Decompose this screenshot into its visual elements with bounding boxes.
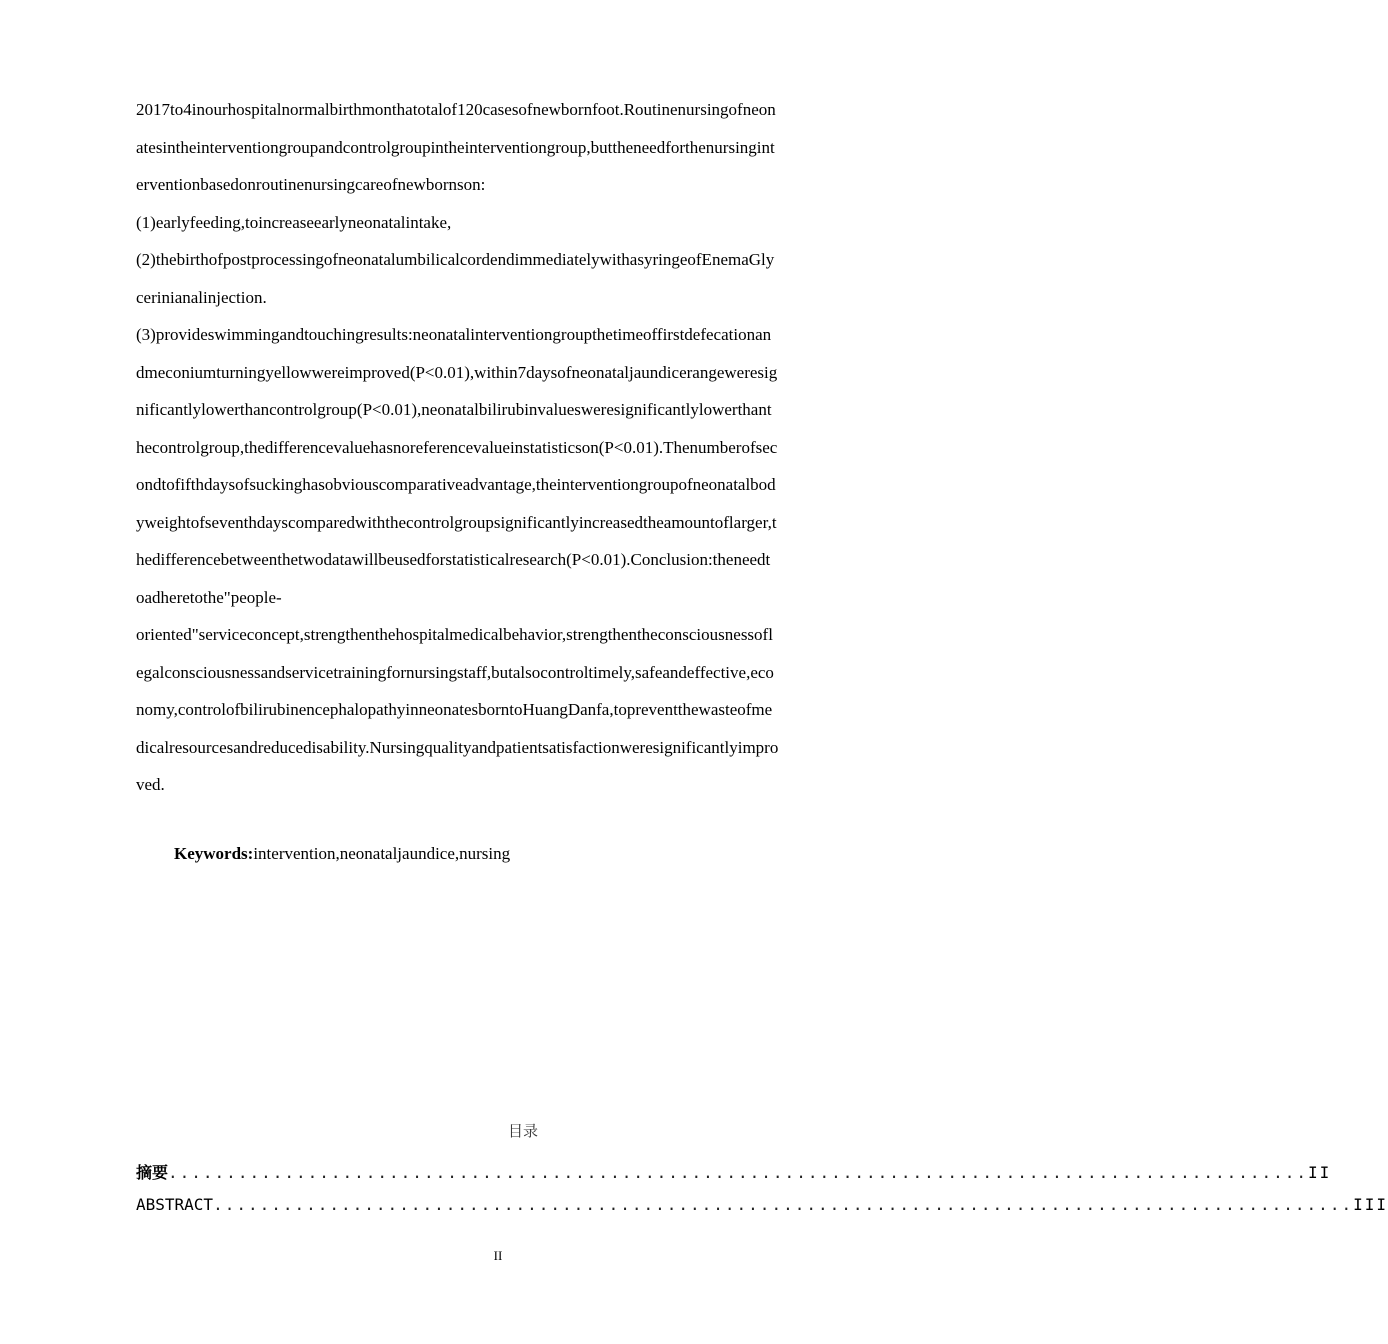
abstract-line: yweightofseventhdayscomparedwiththecontrolgroupsignificantlyincreasedtheamountoflarger,t <box>136 512 777 532</box>
toc-entry-abstract-en[interactable] <box>136 1195 1388 1230</box>
toc-entry-page: II <box>1308 1163 1332 1182</box>
toc-leader-dots: .................................................................................................. <box>213 1195 1354 1214</box>
abstract-line: nomy,controlofbilirubinencephalopathyinneonatesborntoHuangDanfa,topreventthewasteofme <box>136 700 773 719</box>
keywords-value: intervention,neonataljaundice,nursing <box>253 844 511 863</box>
abstract-line: erventionbasedonroutinenursingcareofnewbornson: <box>136 175 486 194</box>
toc-title: 目录 <box>507 1122 538 1140</box>
abstract-body <box>136 98 860 811</box>
toc-leader-dots: .................................................................................................. <box>168 1163 1309 1182</box>
toc-entry-page: III <box>1353 1195 1388 1214</box>
abstract-line: dmeconiumturningyellowwereimproved(P<0.01),within7daysofneonataljaundicerangeweresig <box>136 362 778 382</box>
abstract-line: cerinianalinjection. <box>136 287 267 307</box>
toc-entry-title: 摘要 <box>136 1163 169 1182</box>
abstract-line: oadheretothe"people- <box>136 587 282 607</box>
abstract-line: nificantlylowerthancontrolgroup(P<0.01),neonatalbilirubinvaluesweresignificantlylowerthant <box>136 400 772 419</box>
abstract-line: atesintheinterventiongroupandcontrolgroupintheinterventiongroup,buttheneedforthenursingint <box>136 137 775 157</box>
abstract-line: hedifferencebetweenthetwodatawillbeusedforstatisticalresearch(P<0.01).Conclusion:theneedt <box>136 550 771 569</box>
toc-entry-title: ABSTRACT <box>136 1195 214 1214</box>
abstract-line: ved. <box>136 775 165 794</box>
abstract-line: hecontrolgroup,thedifferencevaluehasnoreferencevalueinstatisticson(P<0.01).Thenumberofsec <box>136 437 778 457</box>
abstract-line: oriented"serviceconcept,strengthenthehospitalmedicalbehavior,strengthentheconsciousnessofl <box>136 625 773 644</box>
keywords <box>174 842 510 866</box>
abstract-line: ondtofifthdaysofsuckinghasobviouscomparativeadvantage,theinterventiongroupofneonatalbod <box>136 475 776 494</box>
keywords-label: Keywords: <box>174 844 254 863</box>
table-of-contents <box>136 1160 1388 1230</box>
abstract-line: (3)provideswimmingandtouchingresults:neonatalinterventiongroupthetimeoffirstdefecationan <box>136 325 772 344</box>
abstract-line: egalconsciousnessandservicetrainingfornursingstaff,butalsocontroltimely,safeandeffective,eco <box>136 662 774 682</box>
abstract-line: (1)earlyfeeding,toincreaseearlyneonatalintake, <box>136 212 452 232</box>
abstract-line: dicalresourcesandreducedisability.Nursingqualityandpatientsatisfactionweresignificantlyimpro <box>136 737 779 757</box>
abstract-line: (2)thebirthofpostprocessingofneonatalumbilicalcordendimmediatelywithasyringeofEnemaGly <box>136 250 775 269</box>
page-number: II <box>493 1248 503 1263</box>
abstract-line: 2017to4inourhospitalnormalbirthmonthatotalof120casesofnewbornfoot.Routinenursingofneon <box>136 100 776 119</box>
toc-entry-abstract-cn[interactable] <box>136 1160 1332 1195</box>
